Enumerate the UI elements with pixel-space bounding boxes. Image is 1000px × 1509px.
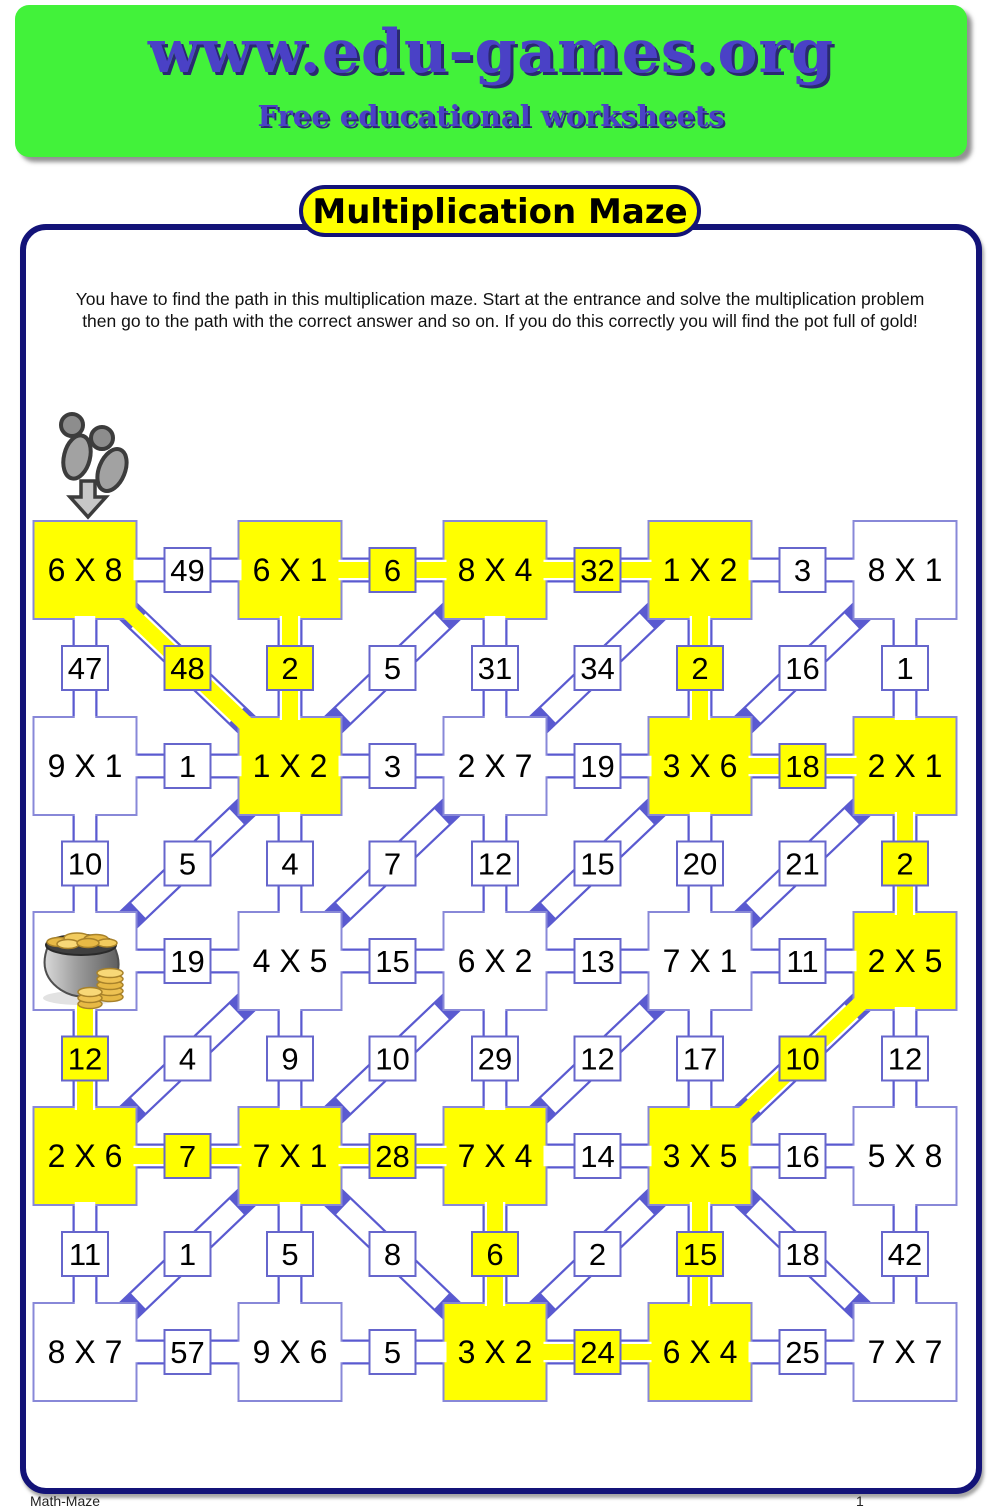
answer-label: 10 <box>785 1041 820 1077</box>
instructions-line-1: You have to find the path in this multiplication maze. Start at the entrance and solve the multiplication problem <box>75 289 925 309</box>
answer-label: 10 <box>67 846 103 882</box>
answer-label: 16 <box>785 1139 820 1174</box>
page-title: Multiplication Maze <box>299 185 701 237</box>
site-subtitle: Free educational worksheets <box>257 99 725 133</box>
site-title: www.edu-games.org <box>147 17 835 87</box>
answer-label: 3 <box>793 553 812 588</box>
answer-label: 29 <box>477 1041 513 1077</box>
answer-label: 20 <box>682 846 718 882</box>
answer-label: 12 <box>887 1041 923 1077</box>
answer-label: 57 <box>170 1335 205 1370</box>
answer-label: 21 <box>785 846 820 882</box>
answer-label: 18 <box>785 1237 820 1272</box>
answer-label: 6 <box>486 1237 504 1272</box>
answer-label: 24 <box>580 1335 615 1370</box>
problem-label: 6 X 2 <box>457 943 533 979</box>
footer-text: Math-Maze <box>30 1493 101 1509</box>
problem-label: 2 X 5 <box>867 943 943 979</box>
answer-label: 32 <box>580 553 615 588</box>
answer-label: 7 <box>178 1139 197 1174</box>
answer-label: 25 <box>785 1335 820 1370</box>
maze-grid <box>34 521 957 1401</box>
problem-label: 6 X 4 <box>662 1334 738 1370</box>
problem-label: 1 X 2 <box>252 748 328 784</box>
problem-label: 5 X 8 <box>867 1138 943 1174</box>
problem-label: 7 X 1 <box>662 943 738 979</box>
problem-label: 2 X 1 <box>867 748 943 784</box>
answer-label: 5 <box>383 651 402 686</box>
answer-label: 2 <box>588 1237 607 1272</box>
answer-label: 7 <box>383 846 402 882</box>
problem-label: 1 X 2 <box>662 552 738 588</box>
answer-label: 2 <box>691 651 709 686</box>
answer-label: 18 <box>785 749 820 784</box>
answer-label: 17 <box>682 1041 718 1077</box>
answer-label: 5 <box>383 1335 402 1370</box>
problem-label: 4 X 5 <box>252 943 328 979</box>
answer-label: 2 <box>896 846 914 882</box>
answer-label: 47 <box>67 651 103 686</box>
problem-label: 8 X 1 <box>867 552 943 588</box>
problem-label: 9 X 6 <box>252 1334 328 1370</box>
instructions-line-2: then go to the path with the correct answer and so on. If you do this correctly you will find the pot full of gold! <box>82 310 918 331</box>
answer-label: 4 <box>178 1041 197 1077</box>
answer-label: 1 <box>178 749 197 784</box>
answer-label: 28 <box>375 1139 410 1174</box>
answer-label: 11 <box>786 944 819 979</box>
answer-label: 15 <box>580 846 615 882</box>
answer-label: 49 <box>170 553 205 588</box>
problem-label: 7 X 7 <box>867 1334 943 1370</box>
answer-label: 2 <box>281 651 299 686</box>
answer-label: 12 <box>477 846 513 882</box>
answer-label: 19 <box>580 749 615 784</box>
problem-label: 2 X 7 <box>457 748 533 784</box>
problem-label: 2 X 6 <box>47 1138 123 1174</box>
maze-labels <box>48 552 943 1370</box>
problem-label: 8 X 4 <box>457 552 533 588</box>
answer-label: 6 <box>383 553 402 588</box>
answer-label: 1 <box>896 651 914 686</box>
problem-label: 3 X 2 <box>457 1334 533 1370</box>
answer-label: 5 <box>281 1237 299 1272</box>
answer-label: 31 <box>477 651 513 686</box>
answer-label: 15 <box>375 944 410 979</box>
answer-label: 1 <box>178 1237 197 1272</box>
answer-label: 10 <box>375 1041 410 1077</box>
answer-label: 5 <box>178 846 197 882</box>
answer-label: 4 <box>281 846 299 882</box>
answer-label: 19 <box>170 944 205 979</box>
problem-label: 6 X 1 <box>252 552 328 588</box>
problem-label: 6 X 8 <box>47 552 123 588</box>
answer-label: 8 <box>383 1237 402 1272</box>
answer-label: 15 <box>682 1237 718 1272</box>
footer-page-number: 1 <box>856 1493 864 1509</box>
answer-label: 16 <box>785 651 820 686</box>
problem-label: 3 X 6 <box>662 748 738 784</box>
answer-label: 14 <box>580 1139 615 1174</box>
pot-of-gold-icon <box>43 933 123 1009</box>
problem-label: 7 X 1 <box>252 1138 328 1174</box>
answer-label: 12 <box>580 1041 615 1077</box>
answer-label: 9 <box>281 1041 299 1077</box>
answer-label: 3 <box>383 749 402 784</box>
instructions-text <box>50 289 950 332</box>
answer-label: 42 <box>887 1237 923 1272</box>
problem-label: 7 X 4 <box>457 1138 533 1174</box>
answer-label: 13 <box>580 944 615 979</box>
problem-label: 9 X 1 <box>47 748 123 784</box>
problem-label: 3 X 5 <box>662 1138 738 1174</box>
answer-label: 11 <box>68 1237 102 1272</box>
answer-label: 12 <box>67 1041 103 1077</box>
problem-label: 8 X 7 <box>47 1334 123 1370</box>
answer-label: 48 <box>170 651 205 686</box>
answer-label: 34 <box>580 651 615 686</box>
